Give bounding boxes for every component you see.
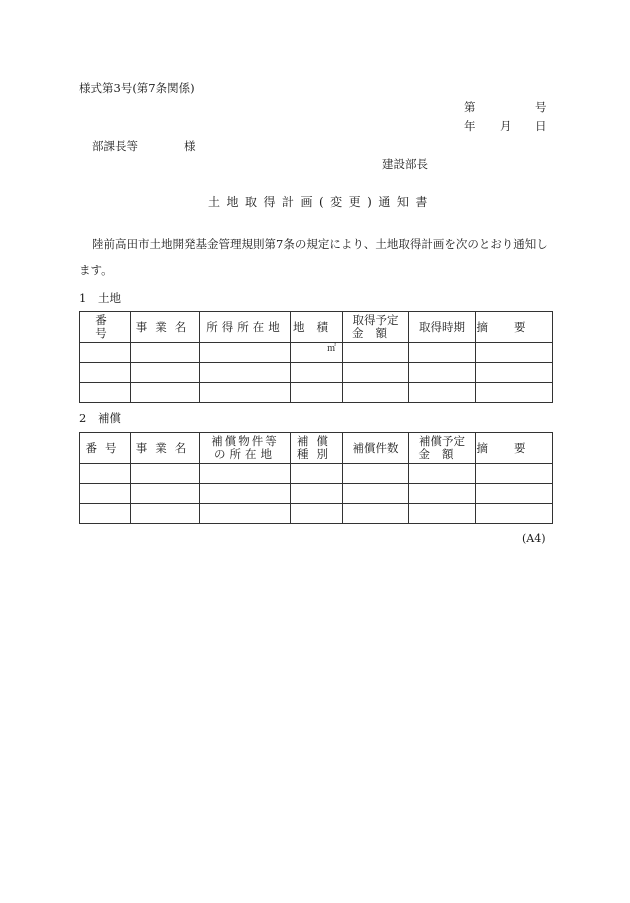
header-location: 所得所在地 (200, 312, 291, 343)
body-line-2: ます。 (79, 263, 113, 277)
body-line-1: 陸前高田市土地開発基金管理規則第7条の規定により、土地取得計画を次のとおり通知し (92, 237, 548, 251)
header-area: 地積 (291, 312, 343, 343)
header-remarks: 摘要 (476, 312, 553, 343)
table-header-row (80, 433, 553, 464)
date-month: 月 (500, 119, 512, 133)
header-acquisition-period: 取得時期 (409, 312, 476, 343)
section-2-heading: 2 補償 (79, 411, 121, 425)
header-compensation-count: 補償件数 (343, 433, 409, 464)
number-prefix: 第 (464, 100, 476, 114)
date-day: 日 (535, 119, 547, 133)
land-table (79, 311, 553, 403)
addressee-honorific: 様 (184, 139, 196, 153)
header-property-location: 補償物件等 の所在地 (200, 433, 291, 464)
compensation-table (79, 432, 553, 524)
header-number: 番号 (80, 433, 131, 464)
header-planned-amount: 取得予定 金額 (343, 312, 409, 343)
header-number: 番号 (80, 312, 131, 343)
table-row (80, 383, 553, 403)
form-label: 様式第3号(第7条関係) (79, 81, 195, 95)
header-project-name: 事業名 (131, 312, 200, 343)
date-year: 年 (464, 119, 476, 133)
paper-size-note: (A4) (522, 532, 546, 545)
document-title: 土地取得計画(変更)通知書 (208, 195, 434, 209)
addressee-name: 部課長等 (92, 139, 138, 153)
table-row (80, 363, 553, 383)
sender: 建設部長 (382, 157, 428, 171)
header-project-name: 事業名 (131, 433, 200, 464)
number-suffix: 号 (535, 100, 547, 114)
section-1-heading: 1 土地 (79, 291, 121, 305)
header-remarks: 摘要 (476, 433, 553, 464)
area-unit: ㎡ (291, 343, 343, 363)
header-compensation-type: 補償 種別 (291, 433, 343, 464)
table-row (80, 464, 553, 484)
table-row (80, 484, 553, 504)
table-row (80, 504, 553, 524)
table-header-row (80, 312, 553, 343)
header-planned-compensation: 補償予定 金額 (409, 433, 476, 464)
table-row (80, 343, 553, 363)
